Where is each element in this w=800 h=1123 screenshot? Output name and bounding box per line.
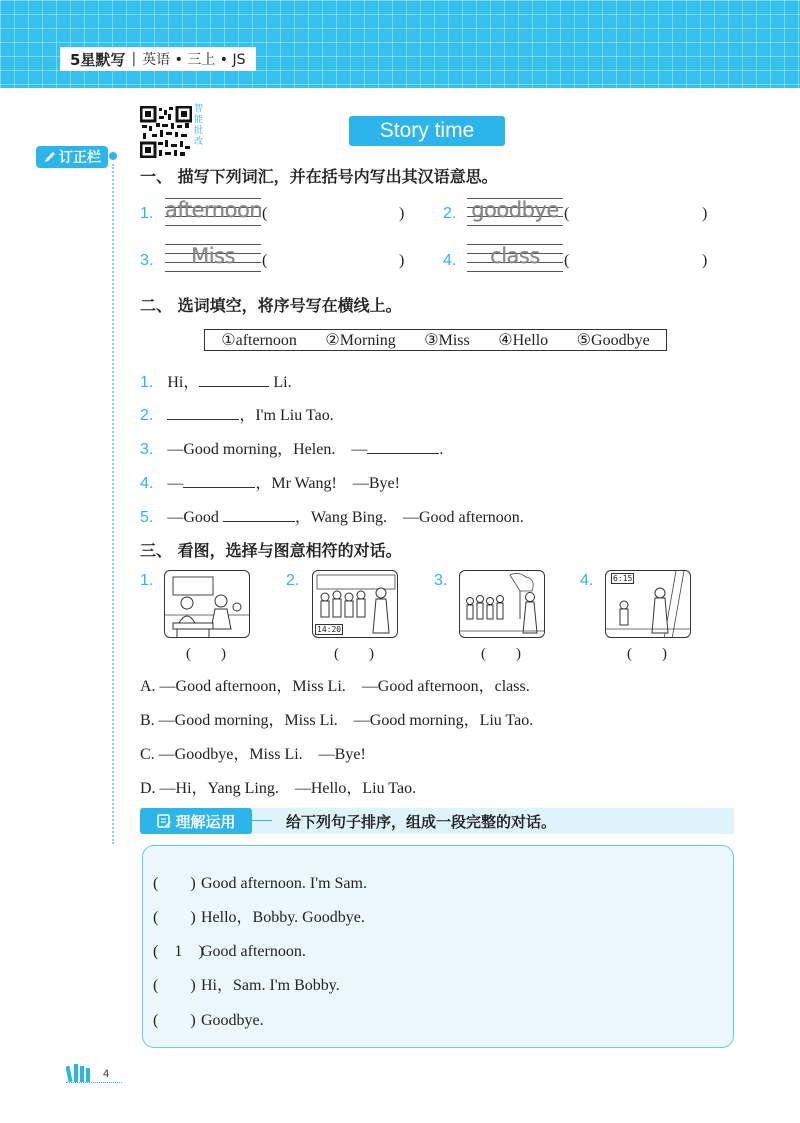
correction-dot <box>109 152 117 160</box>
pic4-answer[interactable]: ( ) <box>627 646 667 662</box>
choice-b: B. —Good morning，Miss Li. —Good morning，Liu Tao. <box>140 712 534 729</box>
picture-3 <box>459 570 545 638</box>
s1-item1-fourline[interactable] <box>165 198 261 226</box>
picture-2 <box>312 570 398 638</box>
s1-item4-paren-close: ) <box>702 252 708 269</box>
picture-1 <box>164 570 250 638</box>
pic3-answer[interactable]: ( ) <box>481 646 521 662</box>
s1-item2-paren-open: ( <box>564 205 570 222</box>
s2-q4: 4. — ，Mr Wang! —Bye! <box>140 475 400 492</box>
s1-item3-number: 3. <box>140 252 154 269</box>
pic1-number: 1. <box>140 572 154 589</box>
choice-a: A. —Good afternoon，Miss Li. —Good afternoon，class. <box>140 678 530 695</box>
picture-4 <box>605 570 691 638</box>
s2-q2-blank[interactable] <box>167 406 239 420</box>
s2-q3-blank[interactable] <box>367 440 439 454</box>
header-band <box>0 0 800 88</box>
section2-title: 二、 选词填空，将序号写在横线上。 <box>140 296 402 315</box>
books-icon <box>66 1062 92 1082</box>
s2-q3: 3. —Good morning，Helen. — . <box>140 441 444 458</box>
pencil-icon <box>43 150 57 164</box>
section3-title: 三、 看图，选择与图意相符的对话。 <box>140 541 402 560</box>
s2-q1: 1. Hi， Li. <box>140 374 292 391</box>
page-number: 4 <box>103 1068 110 1080</box>
order-line-2: ( ) Hello，Bobby. Goodbye. <box>153 904 365 927</box>
s1-item1-word: afternoon <box>165 198 263 222</box>
order-line-3: ( 1 )Good afternoon. <box>153 938 306 961</box>
outdoor-children-illustration <box>460 571 545 638</box>
qr-code-icon[interactable] <box>140 106 192 158</box>
pic2-number: 2. <box>286 572 300 589</box>
brand-title: 5星默写 <box>70 50 126 69</box>
order-mark-5[interactable]: ( ) <box>153 1012 196 1029</box>
order-mark-1[interactable]: ( ) <box>153 875 196 892</box>
s1-item3-paren-close: ) <box>399 252 405 269</box>
pic1-answer[interactable]: ( ) <box>186 646 226 662</box>
story-time-title: Story time <box>349 116 505 146</box>
header-label <box>60 47 256 71</box>
s1-item2-fourline[interactable] <box>467 198 563 226</box>
order-line-5: ( ) Goodbye. <box>153 1007 264 1030</box>
option-5: ⑤Goodbye <box>576 332 650 349</box>
s1-item2-paren-close: ) <box>702 205 708 222</box>
pic4-number: 4. <box>580 572 594 589</box>
option-1: ①afternoon <box>221 332 297 349</box>
s1-item3-word: Miss <box>191 244 235 268</box>
option-3: ③Miss <box>424 332 470 349</box>
s1-item1-number: 1. <box>140 205 154 222</box>
s1-item2-number: 2. <box>443 205 457 222</box>
s1-item3-fourline[interactable] <box>165 244 261 272</box>
word-options-box <box>204 329 667 351</box>
s2-q5: 5. —Good ，Wang Bing. —Good afternoon. <box>140 509 524 526</box>
option-4: ④Hello <box>498 332 549 349</box>
option-2: ②Morning <box>325 332 396 349</box>
order-mark-2[interactable]: ( ) <box>153 909 196 926</box>
order-line-1: ( ) Good afternoon. I'm Sam. <box>153 870 367 893</box>
apply-connector <box>252 820 272 821</box>
section1-title: 一、 描写下列词汇，并在括号内写出其汉语意思。 <box>140 167 498 186</box>
s1-item4-fourline[interactable] <box>467 244 563 272</box>
apply-instruction: 给下列句子排序，组成一段完整的对话。 <box>286 813 557 831</box>
pic3-number: 3. <box>434 572 448 589</box>
choice-c: C. —Goodbye，Miss Li. —Bye! <box>140 746 366 763</box>
correction-label: 订正栏 <box>59 150 101 166</box>
s1-item4-word: class <box>490 244 540 268</box>
s2-q5-blank[interactable] <box>223 508 295 522</box>
subject-label: 英语 • 三上 • JS <box>142 52 246 68</box>
header-separator: | <box>131 51 137 67</box>
order-mark-4[interactable]: ( ) <box>153 977 196 994</box>
s2-q4-blank[interactable] <box>183 474 255 488</box>
s2-q1-blank[interactable] <box>199 373 269 387</box>
footer-dots <box>66 1082 122 1083</box>
s1-item4-number: 4. <box>443 252 457 269</box>
s1-item4-paren-open: ( <box>564 252 570 269</box>
s1-item2-word: goodbye <box>471 198 559 222</box>
qr-side-text: 智能批改 <box>194 104 204 147</box>
order-mark-3[interactable]: ( 1 ) <box>153 943 204 960</box>
choice-d: D. —Hi，Yang Ling. —Hello，Liu Tao. <box>140 780 417 797</box>
clock-label-2: 14:20 <box>317 625 342 634</box>
order-line-4: ( ) Hi，Sam. I'm Bobby. <box>153 972 340 995</box>
pic2-answer[interactable]: ( ) <box>334 646 374 662</box>
s2-q2: 2. ，I'm Liu Tao. <box>140 407 334 424</box>
notebook-icon <box>156 813 172 829</box>
correction-divider <box>112 164 114 844</box>
s1-item1-paren-open: ( <box>262 205 268 222</box>
s1-item3-paren-open: ( <box>262 252 268 269</box>
s1-item1-paren-close: ) <box>399 205 405 222</box>
correction-tag <box>36 146 108 168</box>
clock-label-4: 6:15 <box>613 574 633 583</box>
classroom-teacher-illustration <box>165 571 250 638</box>
apply-tag-label: 理解运用 <box>175 812 236 831</box>
apply-tag <box>140 808 252 834</box>
